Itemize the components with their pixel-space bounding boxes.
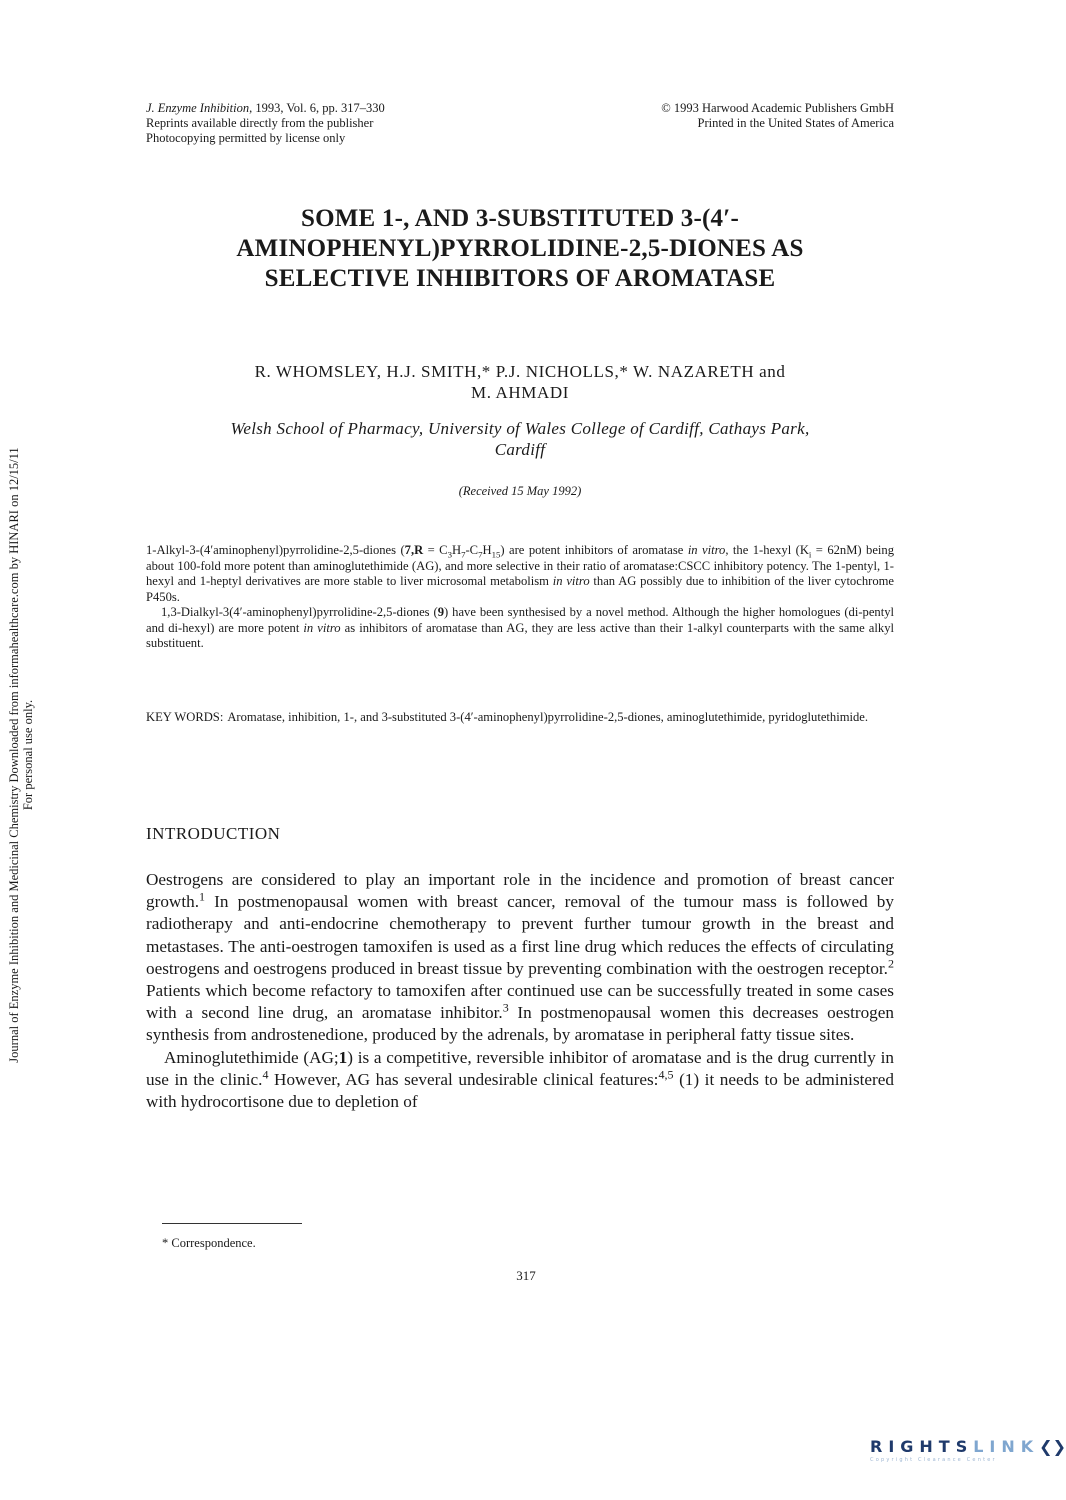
intro-paragraph-1 xyxy=(146,869,894,1047)
reference-superscript: 3 xyxy=(502,1000,509,1015)
keywords-label: KEY WORDS: xyxy=(146,710,224,724)
title-line-1: SOME 1-, AND 3-SUBSTITUTED 3-(4′- xyxy=(301,205,739,232)
abstract-text: H xyxy=(451,543,462,557)
reference-superscript: 2 xyxy=(887,956,894,971)
italic-term: in vitro xyxy=(552,574,590,588)
reference-superscript: 1 xyxy=(199,889,206,904)
italic-term: in vitro xyxy=(687,543,726,557)
copyright-line: © 1993 Harwood Academic Publishers GmbH xyxy=(661,101,894,115)
body-text: (1) it needs to be administered with hydrocortisone due to depletion of xyxy=(146,1069,894,1112)
body-text: Aminoglutethimide (AG; xyxy=(164,1047,339,1067)
running-header-left xyxy=(146,101,476,146)
abstract-paragraph-1 xyxy=(146,543,894,605)
abstract-text: than AG possibly due to inhibition of the liver cytochrome P450s. xyxy=(146,574,894,604)
abstract-text: ) are potent inhibitors of aromatase xyxy=(500,543,688,557)
compound-ref: 1 xyxy=(338,1047,348,1067)
compound-ref: 7,R xyxy=(404,543,424,557)
abstract-text: = 62nM) being about 100-fold more potent than aminoglutethimide (AG), and more selective in their ratio of aromatase:CSCC inhibitory potency. The 1-pentyl, 1-hexyl and 1-heptyl derivatives are more stable to liver microsomal metabolism xyxy=(146,543,895,588)
printed-line: Printed in the United States of America xyxy=(697,116,894,130)
introduction-body xyxy=(146,869,894,1113)
authors-line-1: R. WHOMSLEY, H.J. SMITH,* P.J. NICHOLLS,* W. NAZARETH and xyxy=(254,362,786,381)
affiliation-line-2: Cardiff xyxy=(494,440,546,459)
running-header-right xyxy=(560,101,894,131)
abstract xyxy=(146,543,894,652)
abstract-text: 1-Alkyl-3-(4′aminophenyl)pyrrolidine-2,5-diones ( xyxy=(146,543,405,557)
section-heading-introduction: INTRODUCTION xyxy=(146,824,281,843)
authors-line-2: M. AHMADI xyxy=(471,383,569,402)
abstract-text: = C xyxy=(423,543,448,557)
affiliation-line-1: Welsh School of Pharmacy, University of Wales College of Cardiff, Cathays Park, xyxy=(230,419,810,438)
body-text: Patients which become refactory to tamoxifen after continued use can be successfully treated in some cases with a second line drug, an aromatase inhibitor. xyxy=(146,981,894,1023)
journal-name: J. Enzyme Inhibition xyxy=(146,101,250,115)
abstract-text: , the 1-hexyl (K xyxy=(725,543,809,557)
body-text: ) is a competitive, reversible inhibitor of aromatase and is the drug currently in use in the clinic. xyxy=(146,1047,894,1089)
rightslink-chevron-icon: ❮❯ xyxy=(1039,1437,1066,1456)
italic-term: in vitro xyxy=(303,620,341,635)
intro-paragraph-2 xyxy=(146,1047,894,1114)
subscript: 3 xyxy=(447,549,452,560)
subscript: 7 xyxy=(478,549,483,560)
abstract-paragraph-2 xyxy=(146,605,894,652)
abstract-text: -C xyxy=(465,543,479,557)
compound-ref: 9 xyxy=(437,605,445,619)
journal-citation xyxy=(146,101,476,116)
keywords xyxy=(146,710,894,726)
watermark-line-1: Journal of Enzyme Inhibition and Medicinal Chemistry Downloaded from informahealthcare.com by HINARI on 12/15/11 xyxy=(7,447,21,1063)
title-line-2: AMINOPHENYL)PYRROLIDINE-2,5-DIONES AS xyxy=(236,235,804,262)
body-text: However, AG has several undesirable clinical features: xyxy=(268,1069,659,1089)
footnote: * Correspondence. xyxy=(162,1236,256,1250)
keywords-text: Aromatase, inhibition, 1-, and 3-substituted 3-(4′-aminophenyl)pyrrolidine-2,5-diones, aminoglutethimide, pyridoglutethimide. xyxy=(227,710,869,724)
affiliation xyxy=(146,418,894,460)
reference-superscript: 4 xyxy=(262,1067,269,1082)
reprints-note: Reprints available directly from the publisher xyxy=(146,116,374,130)
rightslink-wordmark: RIGHTSLINK❮❯ xyxy=(870,1437,1066,1456)
title-line-3: SELECTIVE INHIBITORS OF AROMATASE xyxy=(264,265,776,292)
abstract-text: ) have been synthesised by a novel method. Although the higher homologues (di-pentyl and di-hexyl) are more potent xyxy=(146,605,894,635)
body-text: In postmenopausal women this decreases oestrogen synthesis from androstenedione, produced by the adrenals, by aromatase in peripheral fatty tissue sites. xyxy=(146,1003,894,1045)
subscript: i xyxy=(808,549,812,560)
subscript: 7 xyxy=(461,549,466,560)
abstract-text: 1,3-Dialkyl-3(4′-aminophenyl)pyrrolidine-2,5-diones ( xyxy=(161,605,438,619)
footnote-divider xyxy=(162,1223,302,1224)
abstract-text: as inhibitors of aromatase than AG, they are less active than their 1-alkyl counterparts with the same alkyl substituent. xyxy=(146,620,894,650)
body-text: Oestrogens are considered to play an important role in the incidence and promotion of breast cancer growth. xyxy=(146,870,894,912)
download-watermark xyxy=(7,355,35,1155)
watermark-line-2: For personal use only. xyxy=(21,699,35,811)
rightslink-logo xyxy=(870,1437,1066,1471)
abstract-text: H xyxy=(482,543,492,557)
paper-title xyxy=(146,204,894,294)
subscript: 15 xyxy=(491,549,501,560)
body-text: In postmenopausal women with breast cancer, removal of the tumour mass is followed by radiotherapy and anti-endocrine chemotherapy to prevent further tumour growth in the breast and metastases. The anti-oestrogen tamoxifen is used as a first line drug which reduces the effects of circulating oestrogens and oestrogens produced in breast tissue by preventing combination with the oestrogen receptor. xyxy=(146,892,894,978)
reference-superscript: 4,5 xyxy=(658,1067,674,1082)
photocopying-note: Photocopying permitted by license only xyxy=(146,131,346,145)
received-date: (Received 15 May 1992) xyxy=(458,484,582,498)
page-number: 317 xyxy=(516,1268,536,1283)
author-list xyxy=(146,361,894,403)
citation-details: , 1993, Vol. 6, pp. 317–330 xyxy=(249,101,385,115)
rightslink-subtitle: Copyright Clearance Center xyxy=(870,1457,997,1463)
